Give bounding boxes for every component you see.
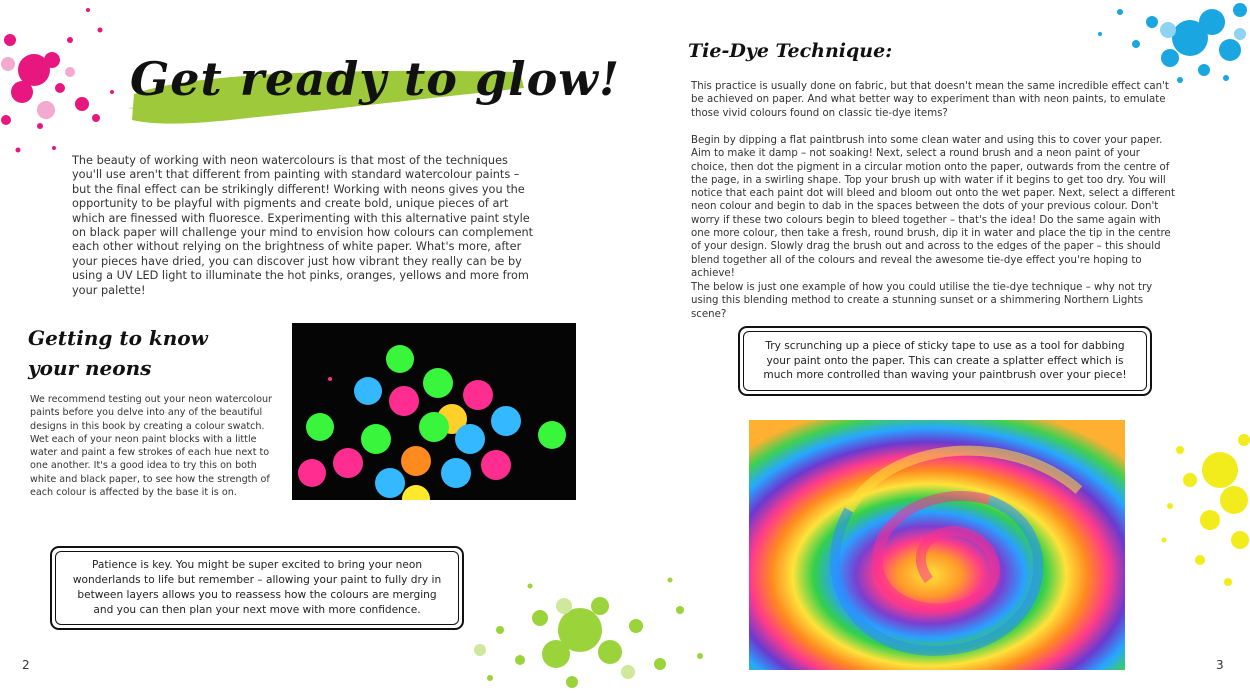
yellow-paint-splatter: [1150, 410, 1250, 600]
pink-paint-splatter: [0, 0, 130, 170]
tip-text-right: Try scrunching up a piece of sticky tape to use as a tool for dabbing your paint onto the paper. This can create a splatter effect which is much more controlled than waving your paintbrush over your piece!: [763, 339, 1127, 382]
tie-dye-artwork: [749, 420, 1125, 670]
tip-box-left: [50, 546, 464, 630]
section-heading-line2: your neons: [28, 356, 152, 380]
page-title: Get ready to glow!: [130, 52, 621, 106]
neon-paint-pots-photo: [292, 323, 576, 500]
blue-paint-splatter: [1080, 0, 1250, 90]
right-paragraph-2: Begin by dipping a flat paintbrush into some clean water and using this to cover your paper. Aim to make it damp – not soaking! Next, select a round brush and a neon paint of your choice, then dot the pigment in a circular motion onto the paper, outwards from the centre of the page, in a swirling shape. Top your brush up with water if it begins to get too dry. You will notice that each paint dot will bleed and bloom out onto the wet paper. Next, select a different neon colour and begin to dab in the spaces between the dots of your previous colour. Don't worry if these two colours begin to bleed together – that's the idea! Do the same again with one more colour, then take a fresh, round brush, dip it in water and place the tip in the centre of your design. Slowly drag the brush out and across to the edges of the paper – this should blend together all of the colours and reveal the awesome tie-dye effect you're hoping to achieve!: [691, 135, 1175, 279]
green-paint-splatter: [460, 560, 720, 694]
tip-box-right: [738, 326, 1152, 396]
section-paragraph: We recommend testing out your neon watercolour paints before you delve into any of the beautiful designs in this book by creating a colour swatch. Wet each of your neon paint blocks with a little water and paint a few strokes of each hue next to one another. It's a good idea to try this on both white and black paper, to see how the strength of each colour is affected by the base it is on.: [30, 394, 272, 499]
tip-text-left: Patience is key. You might be super excited to bring your neon wonderlands to life but remember – allowing your paint to fully dry in between layers allows you to reassess how the colours are merging and you can then plan your next move with more confidence.: [72, 559, 442, 616]
page-number-left: 2: [22, 658, 30, 672]
page-number-right: 3: [1216, 658, 1224, 672]
intro-paragraph: The beauty of working with neon watercolours is that most of the techniques you'll use aren't that different from painting with standard watercolour paints – but the final effect can be strikingly different! Working with neons gives you the opportunity to be playful with pigments and create bold, unique pieces of art which are finessed with fluoresce. Experimenting with this alternative paint style on black paper will challenge your mind to envision how colours can complement each other without relying on the brightness of white paper. What's more, after your pieces have dried, you can discover just how vibrant they really can be by using a UV LED light to illuminate the hot pinks, oranges, yellows and more from your palette!: [72, 154, 534, 297]
right-paragraph-1: This practice is usually done on fabric, but that doesn't mean the same incredible effect can't be achieved on paper. And what better way to experiment than with neon paints, to emulate those vivid colours found on classic tie-dye items?: [691, 81, 1169, 119]
right-heading: Tie-Dye Technique:: [688, 40, 893, 62]
section-heading-line1: Getting to know: [28, 326, 208, 350]
right-paragraph-3: The below is just one example of how you could utilise the tie-dye technique – why not try using this blending method to create a stunning sunset or a shimmering Northern Lights scene?: [691, 282, 1153, 320]
